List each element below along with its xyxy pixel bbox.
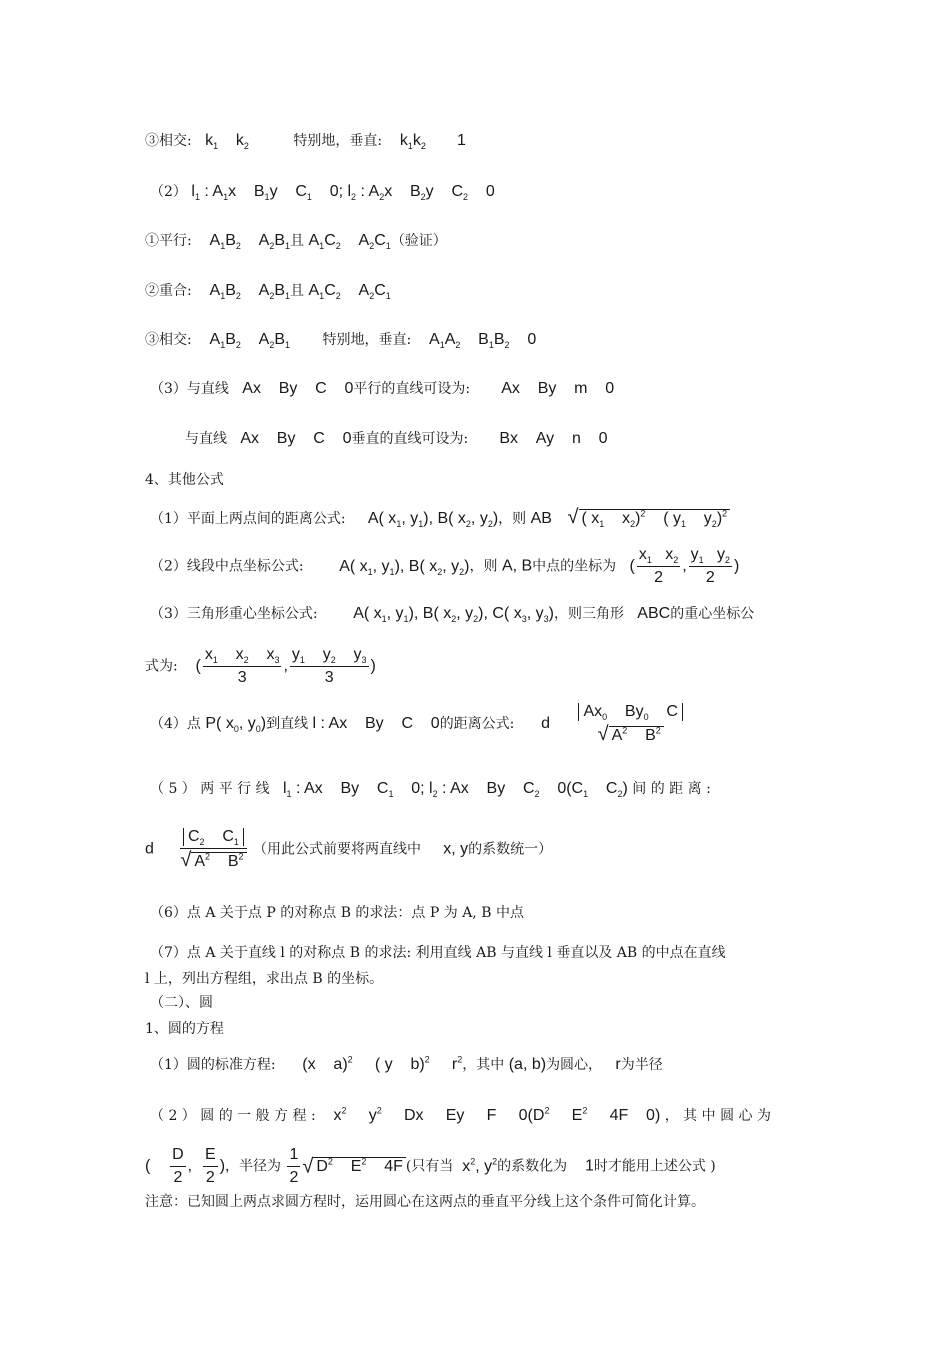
centroid-formula: （3）三角形重心坐标公式: A( $x_1$, $y_1$), B( $x_2$, $y_2$), C( $x_3$, $y_3$)，则三角形 ABC的重心坐标公	[150, 605, 755, 625]
parallel-lines-distance: （ 5 ） 两 平 行 线 $l_1$ : Ax By $C_1$ 0; $l_2$ : Ax By $C_2$ $0(C_1$ $C_2$) 间 的 距 离 :	[150, 780, 711, 800]
circle-standard-eq: （1）圆的标准方程: (x a)$^2$ ( y b)$^2$ $r^2$，其中 (a, b)为圆心， r为半径	[150, 1054, 663, 1073]
perpendicular-line-form: 与直线 Ax By C 0垂直的直线可设为: Bx Ay n 0	[185, 430, 608, 447]
line-intersect-slope: ③相交: $k_1$ $k_2$ 特别地，垂直: $k_1k_2$ 1	[145, 132, 466, 152]
circle-note: 注意：已知圆上两点求圆方程时，运用圆心在这两点的垂直平分线上这个条件可简化计算。	[145, 1194, 705, 1210]
distance-formula: （1）平面上两点间的距离公式: A( $x_1$, $y_1$), B( $x_2$, $y_2$)，则 AB √ ( $x_1$ $x_2)^2$ ( $y_1$ $y_2)^2$	[150, 508, 730, 528]
circle-general-eq: （ 2 ） 圆 的 一 般 方 程 : $x^2$ $y^2$ Dx Ey F $0(D^2$ $E^2$ 4F 0) ， 其 中 圆 心 为	[150, 1105, 771, 1124]
section-circle: （二）、圆	[150, 995, 213, 1011]
line-coincide: ②重合: $A_1B_2$ $A_2B_1$且 $A_1C_2$ $A_2C_1$	[145, 282, 391, 302]
symmetric-point: （6）点 A 关于点 P 的对称点 B 的求法：点 P 为 A, B 中点	[150, 905, 524, 921]
midpoint-formula: （2）线段中点坐标公式: A( $x_1$, $y_1$), B( $x_2$, $y_2$)，则 A, B中点的坐标为 ( $\frac{x_1 x_2}{2}$ , $\frac{y_1 y_2}{2}$ )	[150, 546, 740, 586]
symmetric-line-line2: l 上，列出方程组，求出点 B 的坐标。	[145, 971, 384, 987]
section-heading-4: 4、其他公式	[145, 472, 224, 488]
parallel-line-form: （3）与直线 Ax By C 0平行的直线可设为: Ax By m 0	[150, 380, 615, 397]
point-line-distance: （4）点 P( $x_0$, $y_0$)到直线 l : Ax By C 0的距离公式: d $Ax_0$ $By_0$ C √ $A^2$ $B^2$	[150, 703, 687, 745]
symmetric-line-line1: （7）点 A 关于直线 l 的对称点 B 的求法: 利用直线 AB 与直线 l 垂直以及 AB 的中点在直线	[150, 945, 726, 961]
centroid-result: 式为: ( $\frac{x_1 x_2 x_3}{3}$ , $\frac{y_1 y_2 y_3}{3}$ )	[145, 646, 376, 686]
circle-center-radius: ( $\frac{D}{2}$ , $\frac{E}{2}$ )，半径为 $\frac{1}{2}$ √ $D^2$ $E^2$ 4F (只有当 $x^2$, $y^2$的系数化为 1时才能用上述公式 )	[145, 1146, 716, 1186]
circle-equation-heading: 1、圆的方程	[145, 1021, 224, 1037]
parallel-distance-result: d $\frac{C_2 C_1}{√ A^2 B^2}$ （用此公式前要将两直线中 x, y的系数统一）	[145, 828, 553, 871]
line-parallel: ①平行: $A_1B_2$ $A_2B_1$且 $A_1C_2$ $A_2C_1$（验证）	[145, 232, 447, 252]
general-form-lines: （2） $l_1$ : $A_1x$ $B_1y$ $C_1$ 0; $l_2$ : $A_2x$ $B_2y$ $C_2$ 0	[150, 183, 495, 203]
line-intersect-general: ③相交: $A_1B_2$ $A_2B_1$ 特别地，垂直: $A_1A_2$ $B_1B_2$ 0	[145, 331, 537, 351]
